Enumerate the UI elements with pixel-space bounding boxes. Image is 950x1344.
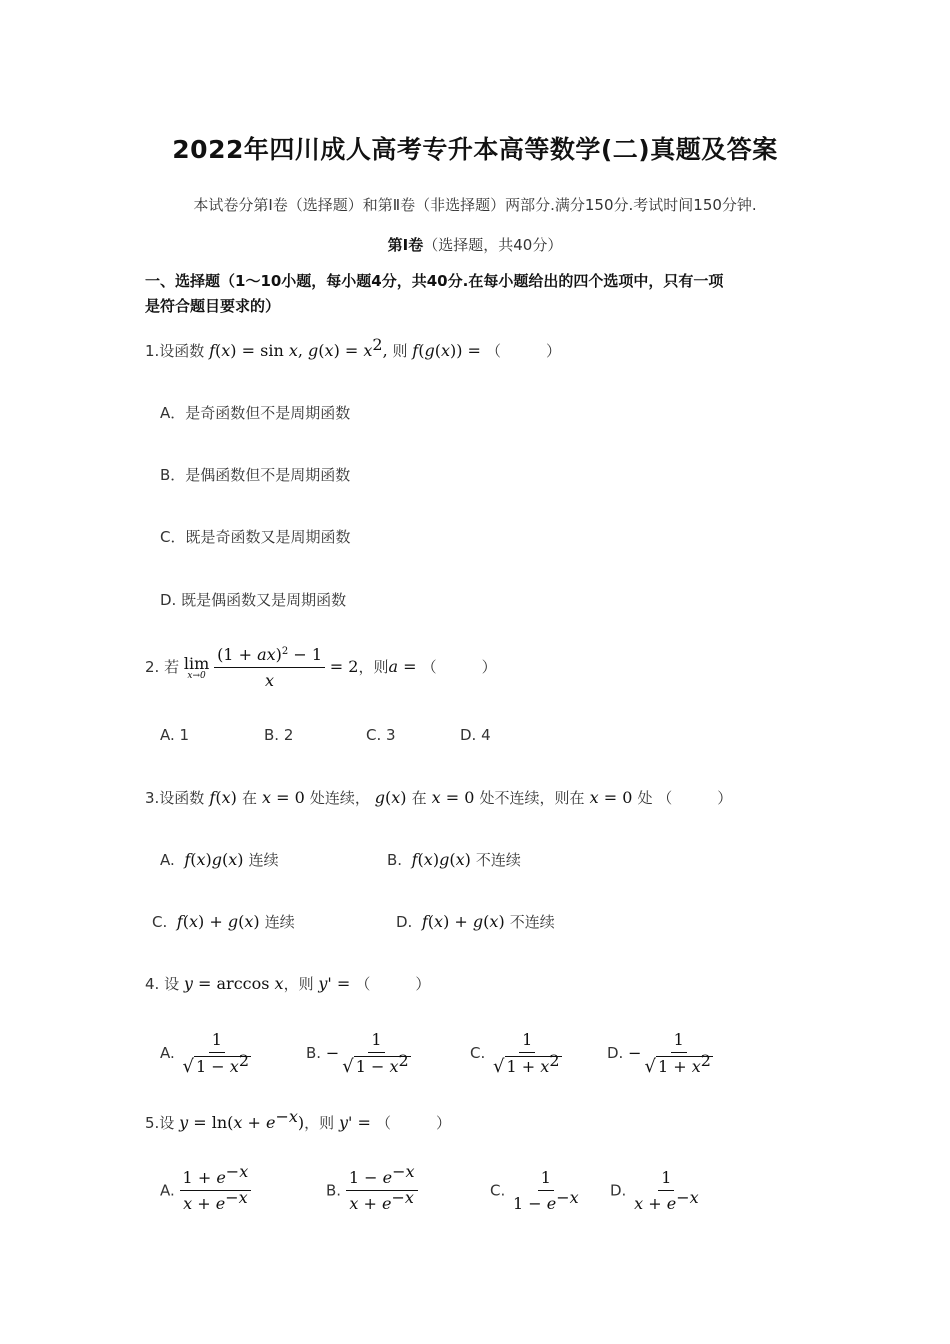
q4-answer-blank: （ ） <box>355 975 431 993</box>
q1-prefix: 1.设函数 <box>145 342 205 360</box>
part-heading <box>0 234 950 255</box>
q1-option-b: B．是偶函数但不是周期函数 <box>160 466 351 484</box>
q3-option-b: B. f(x)g(x) 不连续 <box>387 850 521 869</box>
part-label: 第Ⅰ卷 <box>387 236 424 254</box>
q2-option-c: C. 3 <box>366 726 396 744</box>
question-3: 3.设函数 f(x) 在 x = 0 处连续， g(x) 在 x = 0 处不连续，则在 x = 0 处 （ ） <box>145 788 733 807</box>
q2-limit: lim x→0 <box>183 654 210 681</box>
q5-option-a: A. $\frac{1 + e^{-x}}{x + e^{-x}}$ <box>160 1168 251 1213</box>
document-title: 2022年四川成人高考专升本高等数学(二)真题及答案 <box>172 135 778 164</box>
q3-answer-blank: （ ） <box>657 789 733 807</box>
section-heading-line1: 一、选择题（1～10小题，每小题4分，共40分.在每小题给出的四个选项中，只有一项 <box>145 272 724 290</box>
q1-option-d: D. 既是偶函数又是周期函数 <box>160 591 347 609</box>
question-4: 4. 设 y = arccos x，则 y' = （ ） <box>145 974 431 993</box>
q2-option-a: A. 1 <box>160 726 190 744</box>
question-1: 1.设函数 f(x) = sin x, $g(x) = x^2$, 则 f(g(x)) = （ ） <box>145 335 562 360</box>
q2-prefix: 2. 若 <box>145 658 180 676</box>
q3-option-c: C. f(x) + g(x) 连续 <box>152 912 295 931</box>
q4-option-b: B. − 1 √ $1 - x^2$ <box>306 1030 409 1077</box>
q4-option-c: C. 1 √ $1 + x^2$ <box>470 1030 560 1077</box>
q5-prefix: 5.设 <box>145 1114 175 1132</box>
q3-option-d: D. f(x) + g(x) 不连续 <box>396 912 555 931</box>
q4-option-d: D. − 1 √ $1 + x^2$ <box>607 1030 711 1077</box>
q4-option-a: A. 1 √ $1 - x^2$ <box>160 1030 250 1077</box>
q1-answer-blank: （ ） <box>486 342 562 360</box>
q1-option-c: C．既是奇函数又是周期函数 <box>160 528 351 546</box>
q4-prefix: 4. 设 <box>145 975 180 993</box>
q3-option-a: A. f(x)g(x) 连续 <box>160 850 279 869</box>
q2-mid: ，则 <box>358 658 389 676</box>
part-note: （选择题，共40分） <box>423 236 563 254</box>
q5-answer-blank: （ ） <box>375 1114 451 1132</box>
question-2: 2. 若 lim x→0 $\frac{(1 + ax)^2 - 1}{x}$ = 2，则a = （ ） <box>145 645 497 690</box>
q1-formula: f <box>209 341 216 360</box>
q2-option-d: D. 4 <box>460 726 491 744</box>
q2-fraction: $\frac{(1 + ax)^2 - 1}{x}$ <box>214 645 325 690</box>
q3-prefix: 3.设函数 <box>145 789 205 807</box>
q2-option-b: B. 2 <box>264 726 294 744</box>
q5-option-c: C. $\frac{1}{1 - e^{-x}}$ <box>490 1168 579 1213</box>
q1-option-a: A．是奇函数但不是周期函数 <box>160 404 351 422</box>
question-5: 5.设 $y = \ln(x + e^{-x})$，则 y' = （ ） <box>145 1107 451 1132</box>
section-heading-line2: 是符合题目要求的） <box>145 297 281 315</box>
q5-option-d: D. $\frac{1}{x + e^{-x}}$ <box>610 1168 699 1213</box>
q2-answer-blank: （ ） <box>421 658 497 676</box>
q5-option-b: B. $\frac{1 - e^{-x}}{x + e^{-x}}$ <box>326 1168 418 1213</box>
exam-intro: 本试卷分第Ⅰ卷（选择题）和第Ⅱ卷（非选择题）两部分.满分150分.考试时间150分钟. <box>193 196 757 214</box>
